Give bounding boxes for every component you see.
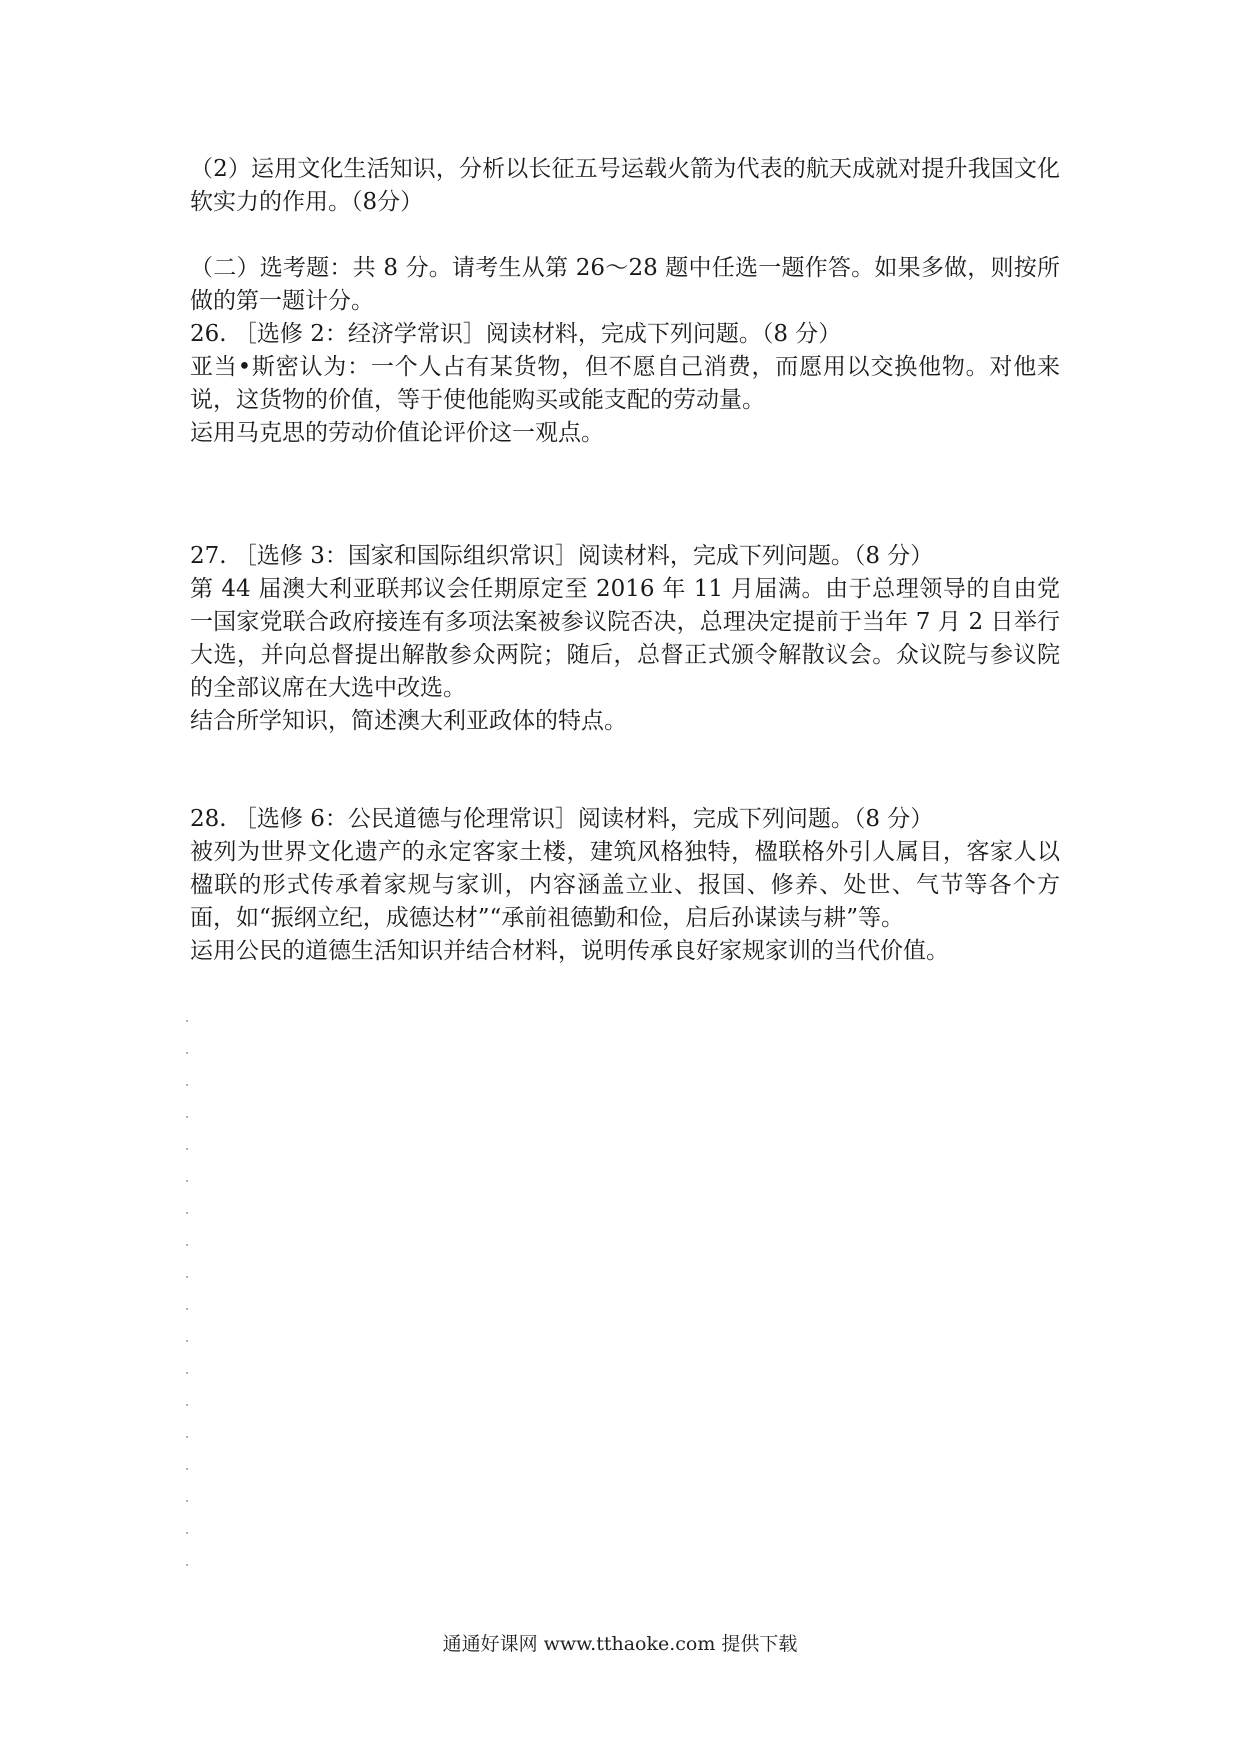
margin-dot [186, 1372, 188, 1374]
question-28 [190, 803, 1060, 968]
page-footer: 通通好课网 www.tthaoke.com 提供下载 [442, 1633, 798, 1655]
question-25-part-2 [190, 153, 1060, 219]
question-28-heading: 28. ［选修 6：公民道德与伦理常识］阅读材料，完成下列问题。（8 分） [190, 806, 934, 832]
margin-dot [186, 1244, 188, 1246]
question-27-material: 第 44 届澳大利亚联邦议会任期原定至 2016 年 11 月届满。由于总理领导的自由党一国家党联合政府接连有多项法案被参议院否决，总理决定提前于当年 7 月 2 日举行大选，并向总督提出解散参众两院；随后，总督正式颁令解散议会。众议院与参议院的全部议席在大选中改选。 [190, 576, 1060, 701]
question-27-heading: 27. ［选修 3：国家和国际组织常识］阅读材料，完成下列问题。（8 分） [190, 543, 934, 569]
margin-dot [186, 1212, 188, 1214]
question-28-material: 被列为世界文化遗产的永定客家土楼，建筑风格独特，楹联格外引人属目，客家人以楹联的形式传承着家规与家训，内容涵盖立业、报国、修养、处世、气节等各个方面，如“振纲立纪，成德达材”“承前祖德勤和俭，启后孙谋读与耕”等。 [190, 839, 1060, 931]
question-26-task: 运用马克思的劳动价值论评价这一观点。 [190, 420, 604, 446]
question-27 [190, 540, 1060, 738]
margin-dot [186, 1116, 188, 1118]
margin-dot [186, 1180, 188, 1182]
elective-section [190, 252, 1060, 450]
margin-dot [186, 1532, 188, 1534]
question-28-task: 运用公民的道德生活知识并结合材料，说明传承良好家规家训的当代价值。 [190, 938, 949, 964]
margin-dot [186, 1436, 188, 1438]
margin-dot [186, 1340, 188, 1342]
margin-dot [186, 1468, 188, 1470]
question-27-task: 结合所学知识，简述澳大利亚政体的特点。 [190, 708, 627, 734]
margin-dot [186, 1404, 188, 1406]
margin-dot [186, 1308, 188, 1310]
margin-dot [186, 1084, 188, 1086]
margin-dot [186, 1148, 188, 1150]
question-25-part-2-text: （2）运用文化生活知识，分析以长征五号运载火箭为代表的航天成就对提升我国文化软实力的作用。（8分） [190, 156, 1060, 215]
question-26-material: 亚当•斯密认为：一个人占有某货物，但不愿自己消费，而愿用以交换他物。对他来说，这货物的价值，等于使他能购买或能支配的劳动量。 [190, 354, 1060, 413]
margin-dot [186, 1276, 188, 1278]
elective-section-intro: （二）选考题：共 8 分。请考生从第 26～28 题中任选一题作答。如果多做，则按所做的第一题计分。 [190, 255, 1060, 314]
margin-dot [186, 1052, 188, 1054]
margin-dot [186, 1500, 188, 1502]
margin-dot [186, 1020, 188, 1022]
question-26-heading: 26. ［选修 2：经济学常识］阅读材料，完成下列问题。（8 分） [190, 321, 842, 347]
margin-dot [186, 1564, 188, 1566]
